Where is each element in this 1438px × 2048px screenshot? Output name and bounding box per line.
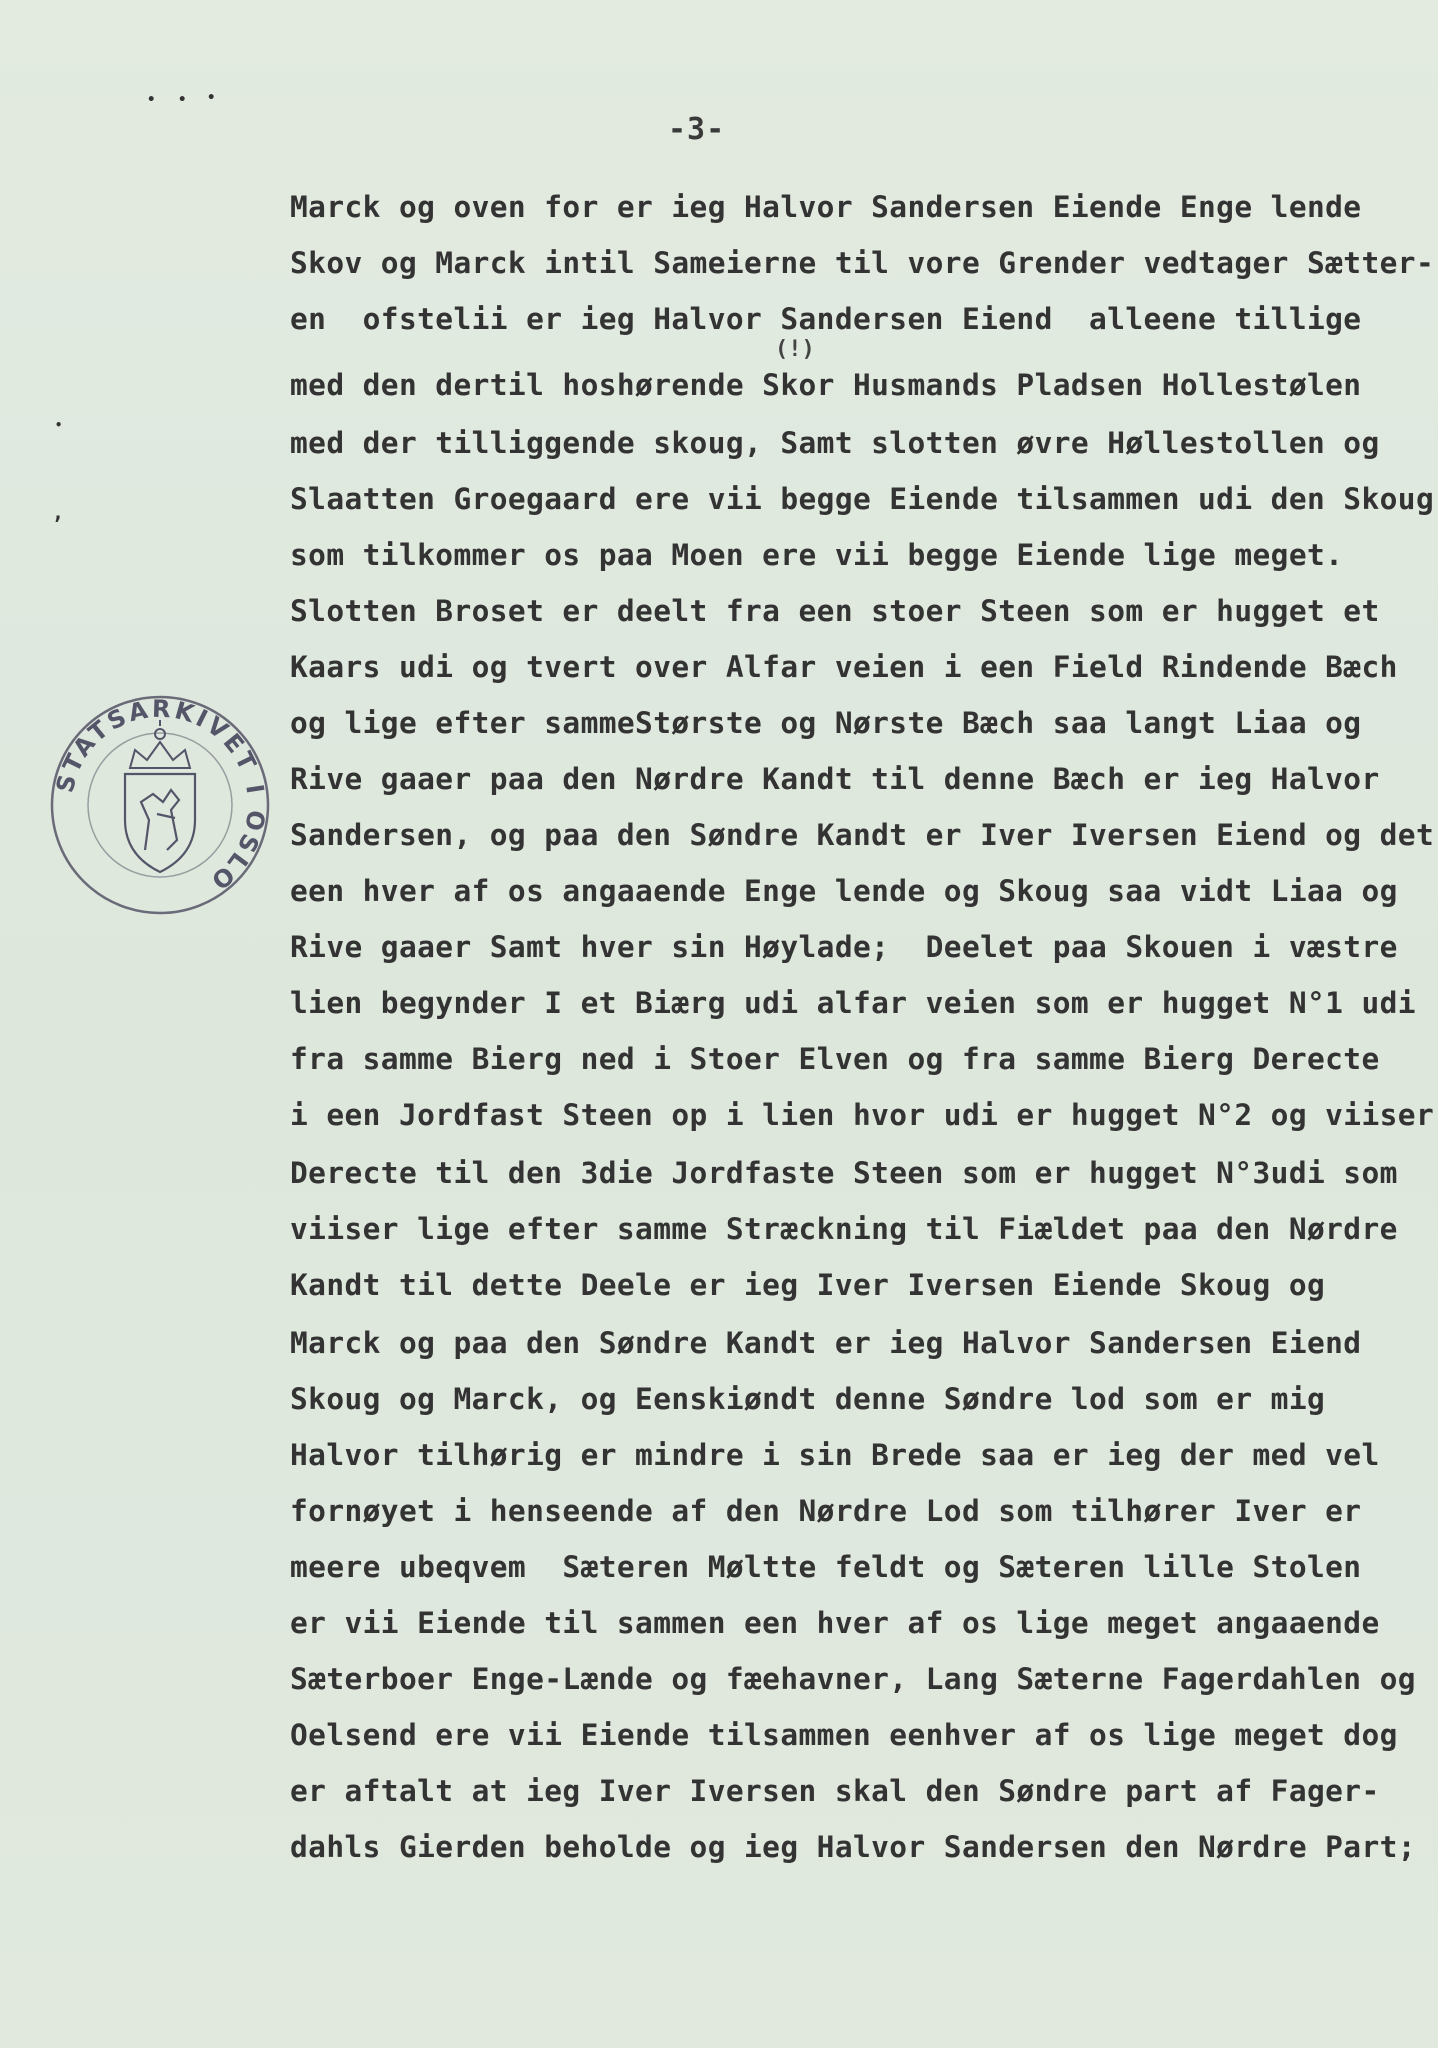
text-line: med den dertil hoshørende Skor Husmands Pladsen Hollestølen [290,368,1362,402]
text-line: med der tilliggende skoug, Samt slotten øvre Høllestollen og [290,426,1380,460]
text-line: lien begynder I et Biærg udi alfar veien som er hugget N°1 udi [290,986,1416,1020]
text-line: som tilkommer os paa Moen ere vii begge Eiende lige meget. [290,538,1344,572]
text-line: Slaatten Groegaard ere vii begge Eiende tilsammen udi den Skoug [290,482,1435,516]
coat-of-arms-icon [125,774,195,872]
archive-stamp [45,690,275,920]
text-line: Skoug og Marck, og Eenskiøndt denne Søndre lod som er mig [290,1382,1326,1416]
margin-dot: • [147,92,156,108]
text-line: Marck og paa den Søndre Kandt er ieg Halvor Sandersen Eiend [290,1326,1362,1360]
margin-dot: • [178,92,187,108]
text-line: er vii Eiende til sammen een hver af os lige meget angaaende [290,1606,1380,1640]
text-line: i een Jordfast Steen op i lien hvor udi er hugget N°2 og viiser [290,1098,1435,1132]
text-line: Slotten Broset er deelt fra een stoer Steen som er hugget et [290,594,1380,628]
page-number: -3- [668,112,726,147]
text-line: meere ubeqvem Sæteren Møltte feldt og Sæteren lille Stolen [290,1550,1362,1584]
text-line: Kandt til dette Deele er ieg Iver Iversen Eiende Skoug og [290,1268,1326,1302]
text-line: Halvor tilhørig er mindre i sin Brede saa er ieg der med vel [290,1438,1380,1472]
margin-mark: , [52,500,65,524]
text-line: og lige efter sammeStørste og Nørste Bæch saa langt Liaa og [290,706,1362,740]
text-line: Marck og oven for er ieg Halvor Sandersen Eiende Enge lende [290,190,1362,224]
text-line: Sandersen, og paa den Søndre Kandt er Iver Iversen Eiend og det [290,818,1435,852]
text-line: Rive gaaer paa den Nørdre Kandt til denne Bæch er ieg Halvor [290,762,1380,796]
text-line: Oelsend ere vii Eiende tilsammen eenhver af os lige meget dog [290,1718,1398,1752]
text-line: viiser lige efter samme Stræckning til Fiældet paa den Nørdre [290,1212,1398,1246]
text-line: dahls Gierden beholde og ieg Halvor Sandersen den Nørdre Part; [290,1830,1416,1864]
text-line: Derecte til den 3die Jordfaste Steen som er hugget N°3udi som [290,1156,1398,1190]
margin-dot: • [207,90,216,106]
text-line: fornøyet i henseende af den Nørdre Lod som tilhører Iver er [290,1494,1362,1528]
text-line: Skov og Marck intil Sameierne til vore Grender vedtager Sætter- [290,246,1435,280]
text-line: Sæterboer Enge-Lænde og fæehavner, Lang Sæterne Fagerdahlen og [290,1662,1416,1696]
text-line: Kaars udi og tvert over Alfar veien i een Field Rindende Bæch [290,650,1398,684]
text-line: er aftalt at ieg Iver Iversen skal den Søndre part af Fager- [290,1774,1380,1808]
text-line: Rive gaaer Samt hver sin Høylade; Deelet paa Skouen i væstre [290,930,1398,964]
stamp-text: STATSARKIVET I OSLO [50,694,271,897]
margin-dot: • [55,418,63,432]
text-line: fra samme Bierg ned i Stoer Elven og fra samme Bierg Derecte [290,1042,1380,1076]
crown-icon [130,720,190,768]
editor-annotation: (!) [775,337,815,362]
text-line: een hver af os angaaende Enge lende og Skoug saa vidt Liaa og [290,874,1398,908]
text-line: en ofstelii er ieg Halvor Sandersen Eiend alleene tillige [290,302,1362,336]
